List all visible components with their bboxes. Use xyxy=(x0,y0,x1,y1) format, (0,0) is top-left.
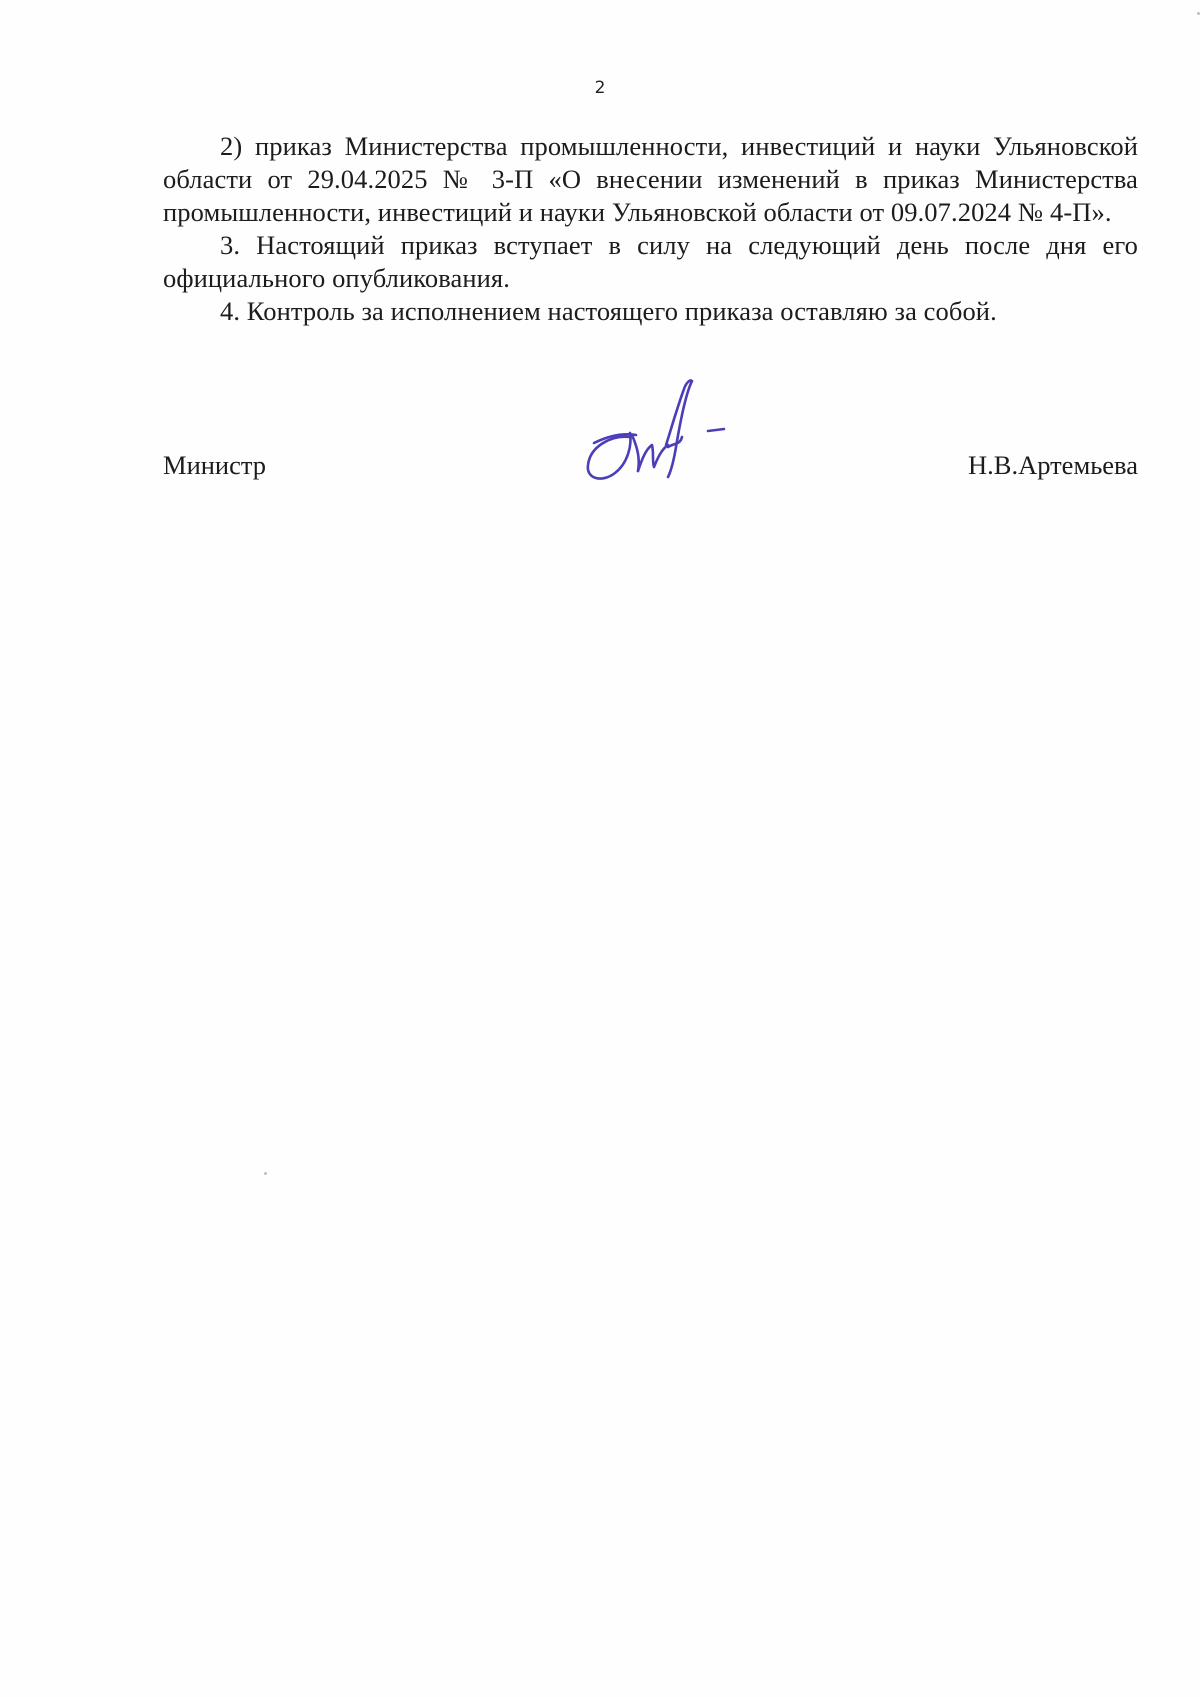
page-number: 2 xyxy=(594,78,606,98)
signature-block xyxy=(163,450,1138,490)
paragraph-item-2: 2) приказ Министерства промышленности, инвестиций и науки Ульяновской области от 29.04.2025 № 3-П «О внесении изменений в приказ Министерства промышленности, инвестиций и науки Ульяновской области от 09.07.2024 № 4-П». xyxy=(163,131,1138,227)
paragraph-item-3: 3. Настоящий приказ вступает в силу на следующий день после дня его официального опубликования. xyxy=(163,230,1138,293)
paragraph-item-4: 4. Контроль за исполнением настоящего приказа оставляю за собой. xyxy=(220,296,997,326)
document-body xyxy=(163,130,1138,328)
signer-title: Министр xyxy=(163,450,267,480)
signer-name: Н.В.Артемьева xyxy=(968,450,1138,480)
scan-speck xyxy=(264,1172,267,1175)
